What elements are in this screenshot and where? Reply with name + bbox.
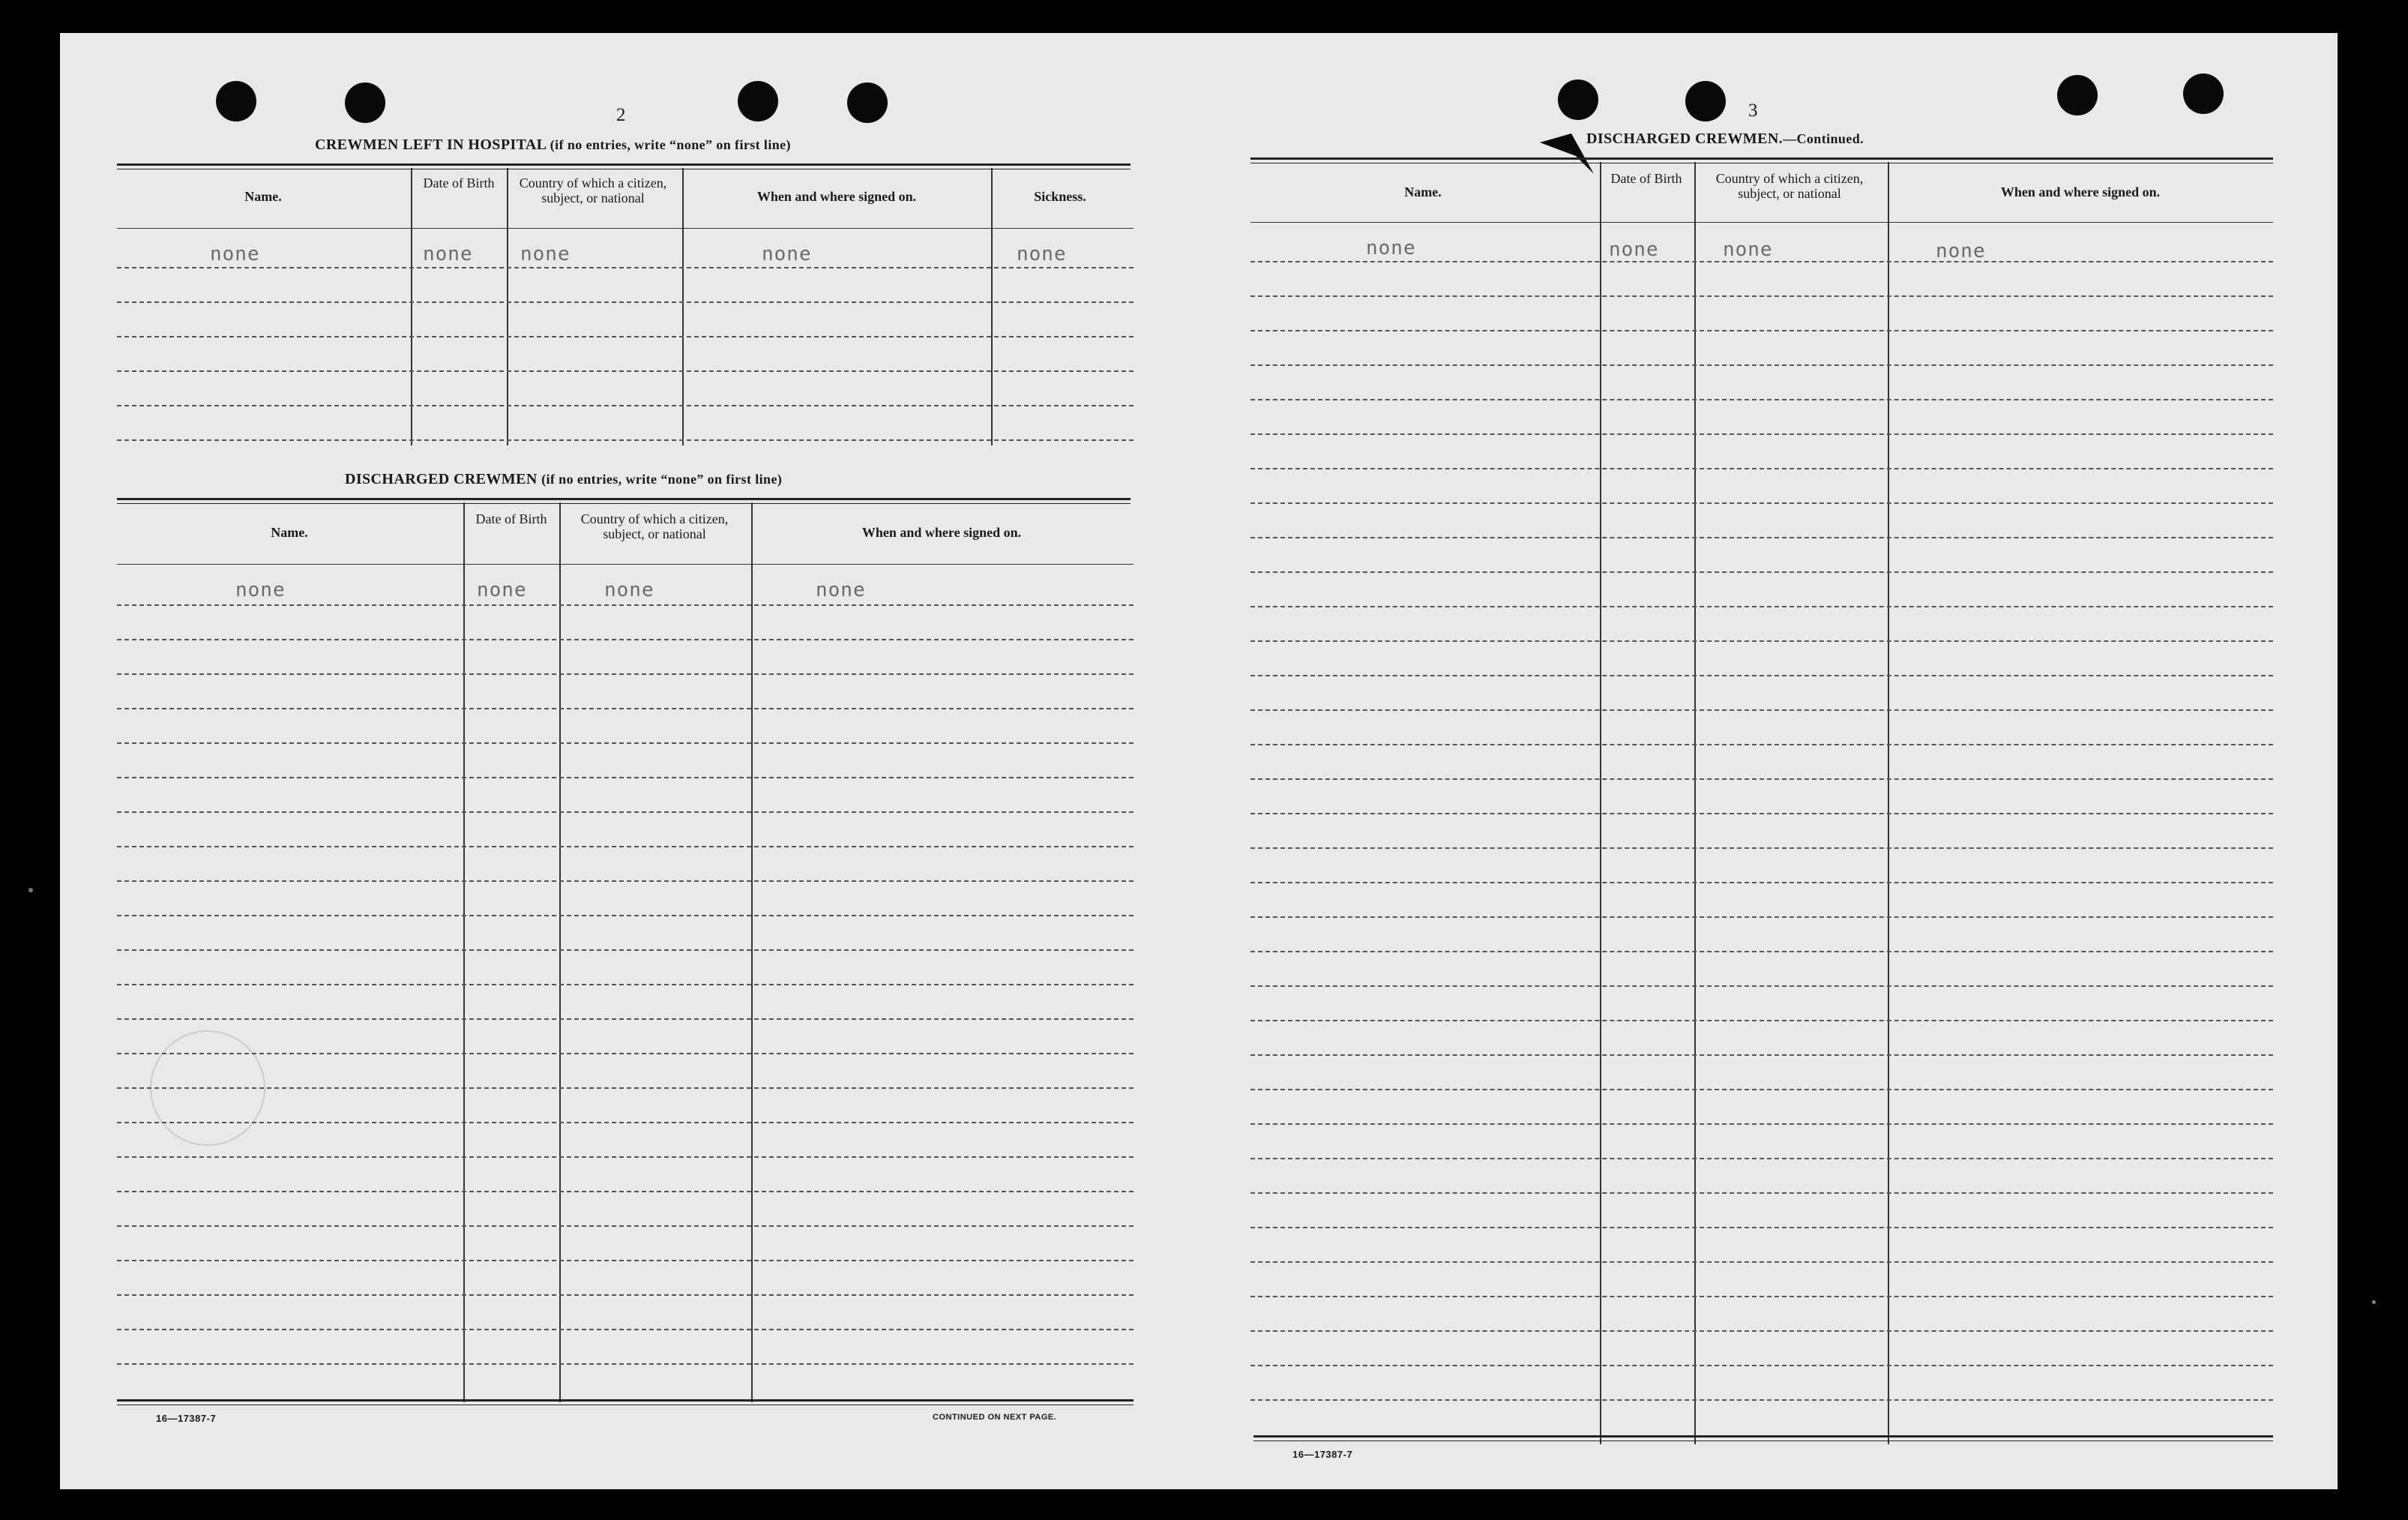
hospital-country-value: none: [520, 243, 571, 265]
continued-col-dob: Date of Birth: [1610, 171, 1682, 186]
continued-col-country: Country of which a citizen, subject, or national: [1715, 171, 1864, 201]
page-number-left: 2: [616, 105, 626, 125]
continued-col-name: Name.: [1404, 184, 1442, 199]
document-sheet: [60, 33, 2338, 1489]
discharged-col-dob: Date of Birth: [475, 511, 547, 526]
discharged-dob-value: none: [477, 579, 527, 601]
hospital-name-value: none: [210, 243, 260, 265]
continued-name-value: none: [1366, 237, 1416, 259]
punch-hole-icon: [1558, 79, 1598, 120]
hospital-col-signed-on: When and where signed on.: [756, 189, 917, 204]
discharged-section-title: DISCHARGED CREWMEN (if no entries, write “none” on first line): [345, 471, 783, 487]
hospital-col-name: Name.: [244, 189, 282, 204]
hospital-dob-value: none: [423, 243, 473, 265]
continued-col-signed-on: When and where signed on.: [2000, 184, 2161, 199]
discharged-country-value: none: [604, 579, 654, 601]
discharged-col-country: Country of which a citizen, subject, or national: [580, 511, 729, 541]
form-number-left: 16—17387-7: [156, 1413, 217, 1424]
discharged-col-signed-on: When and where signed on.: [861, 525, 1022, 540]
hospital-col-sickness: Sickness.: [1034, 189, 1086, 204]
punch-hole-icon: [345, 82, 385, 123]
discharged-signed-value: none: [816, 579, 866, 601]
punch-hole-icon: [847, 82, 888, 123]
punch-hole-icon: [2183, 73, 2224, 114]
continued-dob-value: none: [1609, 238, 1659, 261]
continued-signed-value: none: [1936, 240, 1986, 262]
discharged-continued-title: DISCHARGED CREWMEN.—Continued.: [1586, 130, 1864, 147]
hospital-col-country: Country of which a citizen, subject, or national: [519, 175, 667, 205]
hospital-signed-value: none: [762, 243, 812, 265]
discharged-name-value: none: [235, 579, 286, 601]
punch-hole-icon: [216, 81, 256, 121]
hospital-col-dob: Date of Birth: [423, 175, 495, 190]
punch-hole-icon: [738, 81, 778, 121]
discharged-col-name: Name.: [271, 525, 308, 540]
page-number-right: 3: [1748, 100, 1758, 121]
continued-country-value: none: [1723, 238, 1773, 261]
punch-hole-icon: [1685, 81, 1726, 121]
hospital-sickness-value: none: [1017, 243, 1067, 265]
hospital-section-title: CREWMEN LEFT IN HOSPITAL (if no entries, write “none” on first line): [315, 136, 791, 153]
form-number-right: 16—17387-7: [1292, 1449, 1353, 1460]
punch-hole-icon: [2057, 75, 2098, 115]
continued-note: CONTINUED ON NEXT PAGE.: [933, 1413, 1057, 1422]
